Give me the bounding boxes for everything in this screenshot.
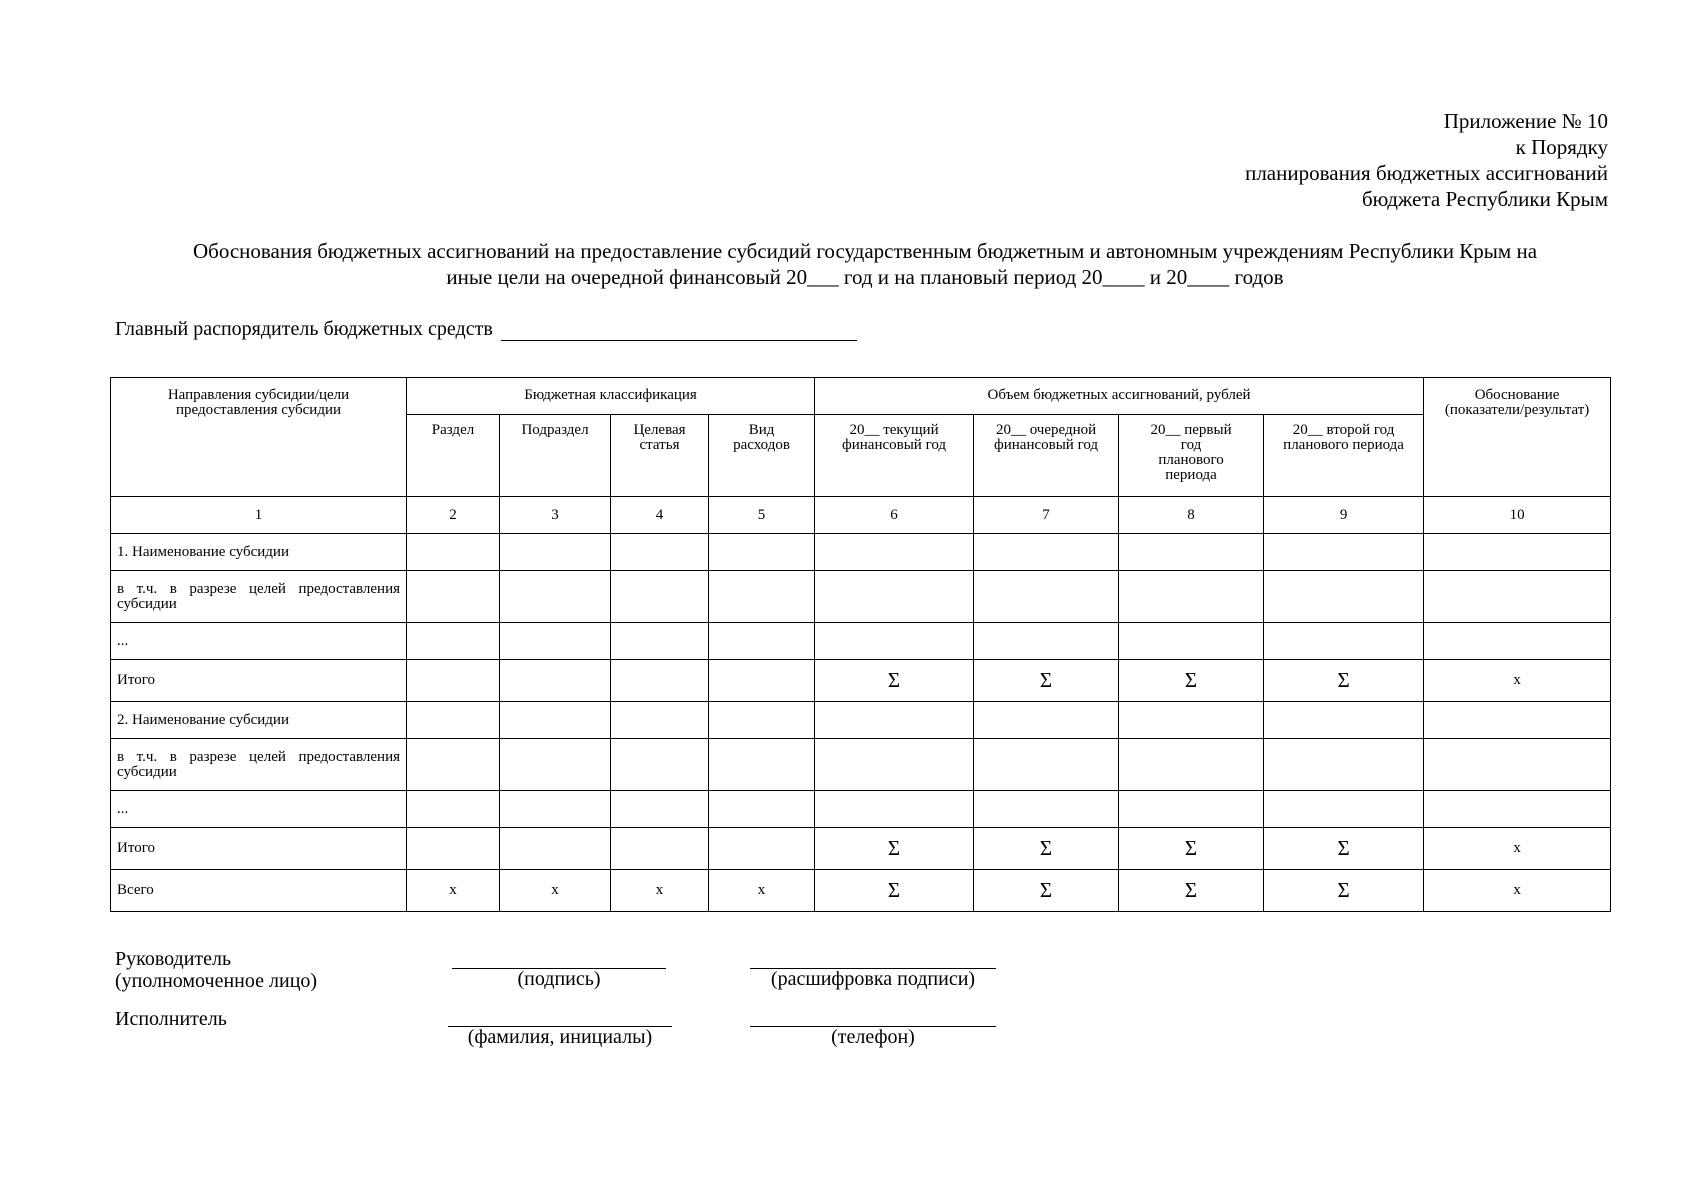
appendix-header: [1245, 108, 1608, 212]
table-cell[interactable]: [1119, 739, 1264, 791]
executor-phone-caption: (телефон): [831, 1026, 915, 1048]
table-cell[interactable]: [974, 623, 1119, 660]
appendix-ref: к Порядку: [1515, 135, 1608, 159]
col-target-item: Целевая статья: [611, 415, 709, 497]
grand-total-row: [111, 870, 1611, 912]
main-manager-blank[interactable]: [501, 320, 857, 341]
subsidy-2-more-row: [111, 791, 1611, 828]
col-expense-type: Вид расходов: [709, 415, 815, 497]
table-cell[interactable]: [815, 571, 974, 623]
row-label: 1. Наименование субсидии: [111, 534, 407, 571]
col-section: Раздел: [407, 415, 500, 497]
table-cell[interactable]: [1264, 623, 1424, 660]
column-number: 7: [974, 497, 1119, 534]
table-cell[interactable]: [1424, 739, 1611, 791]
table-cell[interactable]: [611, 791, 709, 828]
table-cell[interactable]: [1424, 534, 1611, 571]
row-label: в т.ч. в разрезе целей предоставления субсидии: [111, 739, 407, 791]
signature-decode-caption: (расшифровка подписи): [770, 968, 976, 990]
column-number: 9: [1264, 497, 1424, 534]
table-cell[interactable]: [500, 660, 611, 702]
subsidy-1-name-row: [111, 534, 1611, 571]
table-cell[interactable]: [1424, 623, 1611, 660]
table-cell[interactable]: [709, 623, 815, 660]
table-cell[interactable]: Σ: [1264, 828, 1424, 870]
table-cell[interactable]: Σ: [815, 870, 974, 912]
table-cell[interactable]: х: [1424, 828, 1611, 870]
table-cell[interactable]: [709, 828, 815, 870]
table-cell[interactable]: [1119, 623, 1264, 660]
table-cell[interactable]: [407, 660, 500, 702]
table-cell[interactable]: [709, 791, 815, 828]
table-cell[interactable]: [500, 702, 611, 739]
table-cell[interactable]: [974, 702, 1119, 739]
col-basis: Обоснование (показатели/результат): [1424, 378, 1611, 497]
table-cell[interactable]: [815, 623, 974, 660]
row-label: в т.ч. в разрезе целей предоставления субсидии: [111, 571, 407, 623]
table-cell[interactable]: [611, 534, 709, 571]
table-cell[interactable]: х: [1424, 660, 1611, 702]
table-cell[interactable]: [611, 702, 709, 739]
table-cell[interactable]: [815, 791, 974, 828]
table-cell[interactable]: Σ: [1264, 660, 1424, 702]
table-cell[interactable]: х: [407, 870, 500, 912]
title-line-1: Обоснования бюджетных ассигнований на предоставление субсидий государственным бюджетным и автономным учреждениям Республики Крым на: [192, 239, 1538, 263]
column-number: 4: [611, 497, 709, 534]
column-numbers-row: [111, 497, 1611, 534]
table-cell[interactable]: [974, 791, 1119, 828]
table-cell[interactable]: [611, 571, 709, 623]
row-label: Всего: [111, 870, 407, 912]
table-cell[interactable]: [611, 660, 709, 702]
table-cell[interactable]: [611, 828, 709, 870]
subsidy-1-more-row: [111, 623, 1611, 660]
table-cell[interactable]: х: [611, 870, 709, 912]
appendix-budget: бюджета Республики Крым: [1361, 187, 1608, 211]
table-cell[interactable]: Σ: [815, 828, 974, 870]
head-authorized: (уполномоченное лицо): [115, 970, 318, 992]
col-directions: Направления субсидии/цели предоставления субсидии: [111, 378, 407, 497]
subsidy-2-name-row: [111, 702, 1611, 739]
table-cell[interactable]: [407, 534, 500, 571]
col-year-plan-second: 20__ второй год планового периода: [1264, 415, 1424, 497]
row-label: ...: [111, 791, 407, 828]
appendix-number: Приложение № 10: [1443, 109, 1608, 133]
table-cell[interactable]: Σ: [1264, 870, 1424, 912]
table-cell[interactable]: [1264, 739, 1424, 791]
row-label: 2. Наименование субсидии: [111, 702, 407, 739]
table-cell[interactable]: [407, 702, 500, 739]
executor-name-caption: (фамилия, инициалы): [467, 1026, 653, 1048]
table-cell[interactable]: [1119, 571, 1264, 623]
table-cell[interactable]: [500, 534, 611, 571]
row-label: Итого: [111, 828, 407, 870]
table-cell[interactable]: Σ: [974, 660, 1119, 702]
table-cell[interactable]: [407, 791, 500, 828]
col-year-current: 20__ текущий финансовый год: [815, 415, 974, 497]
table-cell[interactable]: [611, 739, 709, 791]
row-label: Итого: [111, 660, 407, 702]
subsidy-2-total-row: [111, 828, 1611, 870]
table-cell[interactable]: [407, 828, 500, 870]
table-cell[interactable]: х: [709, 870, 815, 912]
row-label: ...: [111, 623, 407, 660]
table-cell[interactable]: [500, 791, 611, 828]
table-cell[interactable]: [1424, 791, 1611, 828]
main-manager-field: [115, 318, 857, 341]
table-cell[interactable]: [1119, 534, 1264, 571]
column-number: 8: [1119, 497, 1264, 534]
col-subsection: Подраздел: [500, 415, 611, 497]
table-cell[interactable]: [500, 828, 611, 870]
table-cell[interactable]: [974, 571, 1119, 623]
document-title: [120, 238, 1610, 290]
column-number: 3: [500, 497, 611, 534]
table-cell[interactable]: [709, 571, 815, 623]
column-number: 2: [407, 497, 500, 534]
col-year-plan-first: 20__ первый год планового периода: [1119, 415, 1264, 497]
table-cell[interactable]: Σ: [1119, 660, 1264, 702]
table-cell[interactable]: [815, 702, 974, 739]
table-cell[interactable]: [1264, 571, 1424, 623]
table-cell[interactable]: [815, 739, 974, 791]
table-cell[interactable]: [709, 660, 815, 702]
column-number: 10: [1424, 497, 1611, 534]
table-cell[interactable]: [500, 739, 611, 791]
col-year-next: 20__ очередной финансовый год: [974, 415, 1119, 497]
table-cell[interactable]: [1264, 534, 1424, 571]
column-number: 6: [815, 497, 974, 534]
head-label: [115, 948, 317, 992]
table-cell[interactable]: [709, 702, 815, 739]
table-cell[interactable]: [974, 534, 1119, 571]
subsidy-1-total-row: [111, 660, 1611, 702]
table-cell[interactable]: [1264, 702, 1424, 739]
table-cell[interactable]: [500, 571, 611, 623]
main-manager-label: Главный распорядитель бюджетных средств: [115, 318, 493, 340]
table-cell[interactable]: [709, 534, 815, 571]
signature-caption: (подпись): [517, 968, 601, 990]
subsidy-2-goals-row: [111, 739, 1611, 791]
table-cell[interactable]: [407, 571, 500, 623]
table-cell[interactable]: [1119, 702, 1264, 739]
executor-label: Исполнитель: [115, 1008, 227, 1030]
appendix-procedure: планирования бюджетных ассигнований: [1245, 161, 1608, 185]
title-line-2: иные цели на очередной финансовый 20___ год и на плановый период 20____ и 20____ годов: [446, 265, 1284, 289]
table-cell[interactable]: [407, 739, 500, 791]
table-cell[interactable]: [500, 623, 611, 660]
table-cell[interactable]: Σ: [974, 828, 1119, 870]
table-cell[interactable]: [1424, 571, 1611, 623]
col-allocation-volume: Объем бюджетных ассигнований, рублей: [815, 378, 1424, 415]
column-number: 5: [709, 497, 815, 534]
table-cell[interactable]: [1264, 791, 1424, 828]
table-cell[interactable]: х: [1424, 870, 1611, 912]
table-cell[interactable]: [974, 739, 1119, 791]
table-cell[interactable]: Σ: [815, 660, 974, 702]
table-cell[interactable]: [709, 739, 815, 791]
table-cell[interactable]: [611, 623, 709, 660]
col-budget-classification: Бюджетная классификация: [407, 378, 815, 415]
allocation-table: [110, 377, 1611, 912]
table-cell[interactable]: х: [500, 870, 611, 912]
table-cell[interactable]: Σ: [974, 870, 1119, 912]
table-cell[interactable]: Σ: [1119, 828, 1264, 870]
subsidy-1-goals-row: [111, 571, 1611, 623]
table-cell[interactable]: [407, 623, 500, 660]
table-cell[interactable]: [1119, 791, 1264, 828]
column-number: 1: [111, 497, 407, 534]
head-title: Руководитель: [115, 948, 232, 970]
table-cell[interactable]: Σ: [1119, 870, 1264, 912]
table-cell[interactable]: [815, 534, 974, 571]
table-cell[interactable]: [1424, 702, 1611, 739]
